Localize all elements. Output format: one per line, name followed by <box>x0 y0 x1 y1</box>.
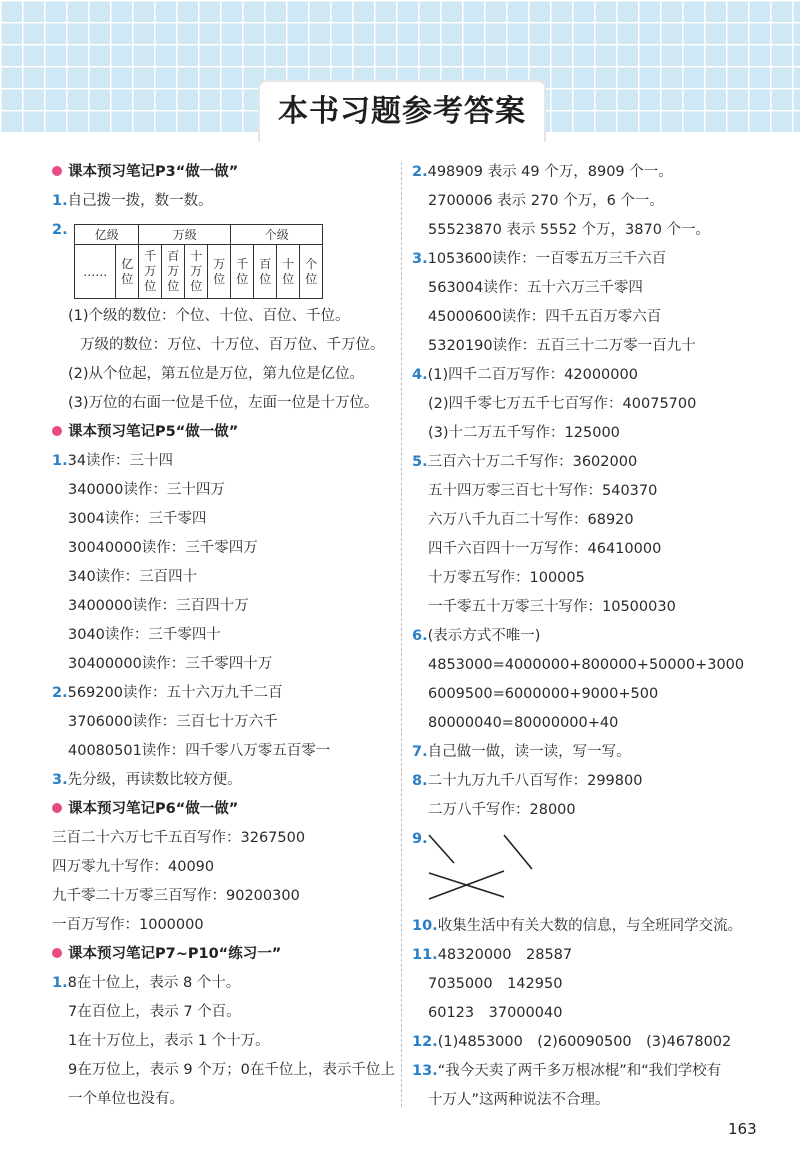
answer-line: 40080501读作：四千零八万零五百零一 <box>68 743 331 759</box>
answer-line: (3)十二万五千写作：125000 <box>428 425 620 441</box>
table-cell: …… <box>75 245 116 299</box>
answer-line: 一千零五十万零三十写作：10500030 <box>428 599 676 615</box>
match-line <box>429 835 454 863</box>
table-cell: 万位 <box>208 245 231 299</box>
table-cell: 亿位 <box>116 245 139 299</box>
answer-line: 四千六百四十一万写作：46410000 <box>428 541 662 557</box>
table-cell: 百位 <box>254 245 277 299</box>
answer-line: 五十四万零三百七十写作：540370 <box>428 483 658 499</box>
section-heading: 课本预习笔记P5“做一做” <box>52 418 392 447</box>
bullet-icon <box>52 803 62 813</box>
answer-line: 9在万位上，表示 9 个万；0在千位上，表示千位上 <box>68 1062 395 1078</box>
answer-line: 55523870 表示 5552 个万，3870 个一。 <box>428 222 711 238</box>
answer-line: 1.自己拨一拨，数一数。 <box>52 193 213 209</box>
answer-line: 3.先分级，再读数比较方便。 <box>52 772 242 788</box>
answer-line: 一百万写作：1000000 <box>52 917 204 933</box>
answer-line: (2)从个位起，第五位是万位，第九位是亿位。 <box>68 366 365 382</box>
place-value-table <box>74 224 323 299</box>
answer-line: 九千零二十万零三百写作：90200300 <box>52 888 300 904</box>
answer-line: 8.二十九万九千八百写作：299800 <box>412 773 643 789</box>
answer-line: 7.自己做一做，读一读，写一写。 <box>412 744 631 760</box>
answer-line: 3040读作：三千零四十 <box>68 627 221 643</box>
answer-line: 1.8在十位上，表示 8 个十。 <box>52 975 241 991</box>
answer-line: 3400000读作：三百四十万 <box>68 598 249 614</box>
bullet-icon <box>52 166 62 176</box>
answer-line: 1在十万位上，表示 1 个十万。 <box>68 1033 270 1049</box>
answer-line: 二万八千写作：28000 <box>428 802 576 818</box>
bullet-icon <box>52 426 62 436</box>
answer-line: 12.(1)4853000 (2)60090500 (3)4678002 <box>412 1034 732 1050</box>
answer-line: 1.34读作：三十四 <box>52 453 174 469</box>
answer-line: 2700006 表示 270 个万，6 个一。 <box>428 193 664 209</box>
answer-line: 2.498909 表示 49 个万，8909 个一。 <box>412 164 673 180</box>
left-column <box>52 158 395 1114</box>
matching-lines-diagram <box>424 829 544 909</box>
answer-line: 30400000读作：三千零四十万 <box>68 656 273 672</box>
answer-line: 3004读作：三千零四 <box>68 511 207 527</box>
answer-line: 6.(表示方式不唯一) <box>412 628 541 644</box>
column-divider <box>401 162 402 1107</box>
table-group-header: 亿级 <box>75 225 139 245</box>
answer-line: 十万人”这两种说法不合理。 <box>428 1092 610 1108</box>
table-group-header: 个级 <box>231 225 323 245</box>
table-cell: 千位 <box>231 245 254 299</box>
answer-line: 10.收集生活中有关大数的信息，与全班同学交流。 <box>412 918 743 934</box>
match-line <box>429 871 504 899</box>
answer-line: 3.1053600读作：一百零五万三千六百 <box>412 251 667 267</box>
answer-line: 13.“我今天卖了两千多万根冰棍”和“我们学校有 <box>412 1063 722 1079</box>
bullet-icon <box>52 948 62 958</box>
answer-line: (2)四千零七万五千七百写作：40075700 <box>428 396 697 412</box>
answer-line: (3)万位的右面一位是千位，左面一位是十万位。 <box>68 395 379 411</box>
answer-line: 7在百位上，表示 7 个百。 <box>68 1004 241 1020</box>
answer-line: 5320190读作：五百三十二万零一百九十 <box>428 338 696 354</box>
matching-answer: 9. <box>412 825 782 912</box>
section-heading: 课本预习笔记P6“做一做” <box>52 795 392 824</box>
answer-line: (1)个级的数位：个位、十位、百位、千位。 <box>68 308 350 324</box>
answer-line: 340读作：三百四十 <box>68 569 198 585</box>
table-cell: 千万位 <box>139 245 162 299</box>
table-cell: 十万位 <box>185 245 208 299</box>
match-line <box>504 835 532 869</box>
answer-line: 3706000读作：三百七十万六千 <box>68 714 278 730</box>
section-heading: 课本预习笔记P3“做一做” <box>52 158 392 187</box>
answer-line: 四万零九十写作：40090 <box>52 859 215 875</box>
table-group-header: 万级 <box>139 225 231 245</box>
answer-line: 4.(1)四千二百万写作：42000000 <box>412 367 638 383</box>
page-title: 本书习题参考答案 <box>258 80 546 142</box>
answer-line: 六万八千九百二十写作：68920 <box>428 512 634 528</box>
answer-line: 4853000=4000000+800000+50000+3000 <box>428 657 745 673</box>
answer-line: 三百二十六万七千五百写作：3267500 <box>52 830 306 846</box>
table-cell: 个位 <box>300 245 323 299</box>
answer-line: 6009500=6000000+9000+500 <box>428 686 659 702</box>
answer-line: 80000040=80000000+40 <box>428 715 619 731</box>
table-cell: 十位 <box>277 245 300 299</box>
answer-line: 5.三百六十万二千写作：3602000 <box>412 454 638 470</box>
answer-line: 万级的数位：万位、十万位、百万位、千万位。 <box>80 337 385 353</box>
answer-line: 340000读作：三十四万 <box>68 482 225 498</box>
answer-line: 十万零五写作：100005 <box>428 570 585 586</box>
answer-line: 45000600读作：四千五百万零六百 <box>428 309 662 325</box>
answer-table-row: 2. 亿级 万级 个级 …… 亿位 千万位 百万位 十万位 万位 千位 百位 十位 个位 <box>52 216 392 302</box>
answer-line: 30040000读作：三千零四万 <box>68 540 258 556</box>
table-cell: 百万位 <box>162 245 185 299</box>
answer-line: 60123 37000040 <box>428 1005 563 1021</box>
right-column <box>412 158 782 1115</box>
answer-line: 2.569200读作：五十六万九千二百 <box>52 685 283 701</box>
answer-line: 7035000 142950 <box>428 976 563 992</box>
page-number: 163 <box>728 1120 757 1138</box>
answer-line: 563004读作：五十六万三千零四 <box>428 280 643 296</box>
answer-line: 11.48320000 28587 <box>412 947 573 963</box>
answer-line: 一个单位也没有。 <box>68 1091 184 1107</box>
section-heading: 课本预习笔记P7~P10“练习一” <box>52 940 392 969</box>
